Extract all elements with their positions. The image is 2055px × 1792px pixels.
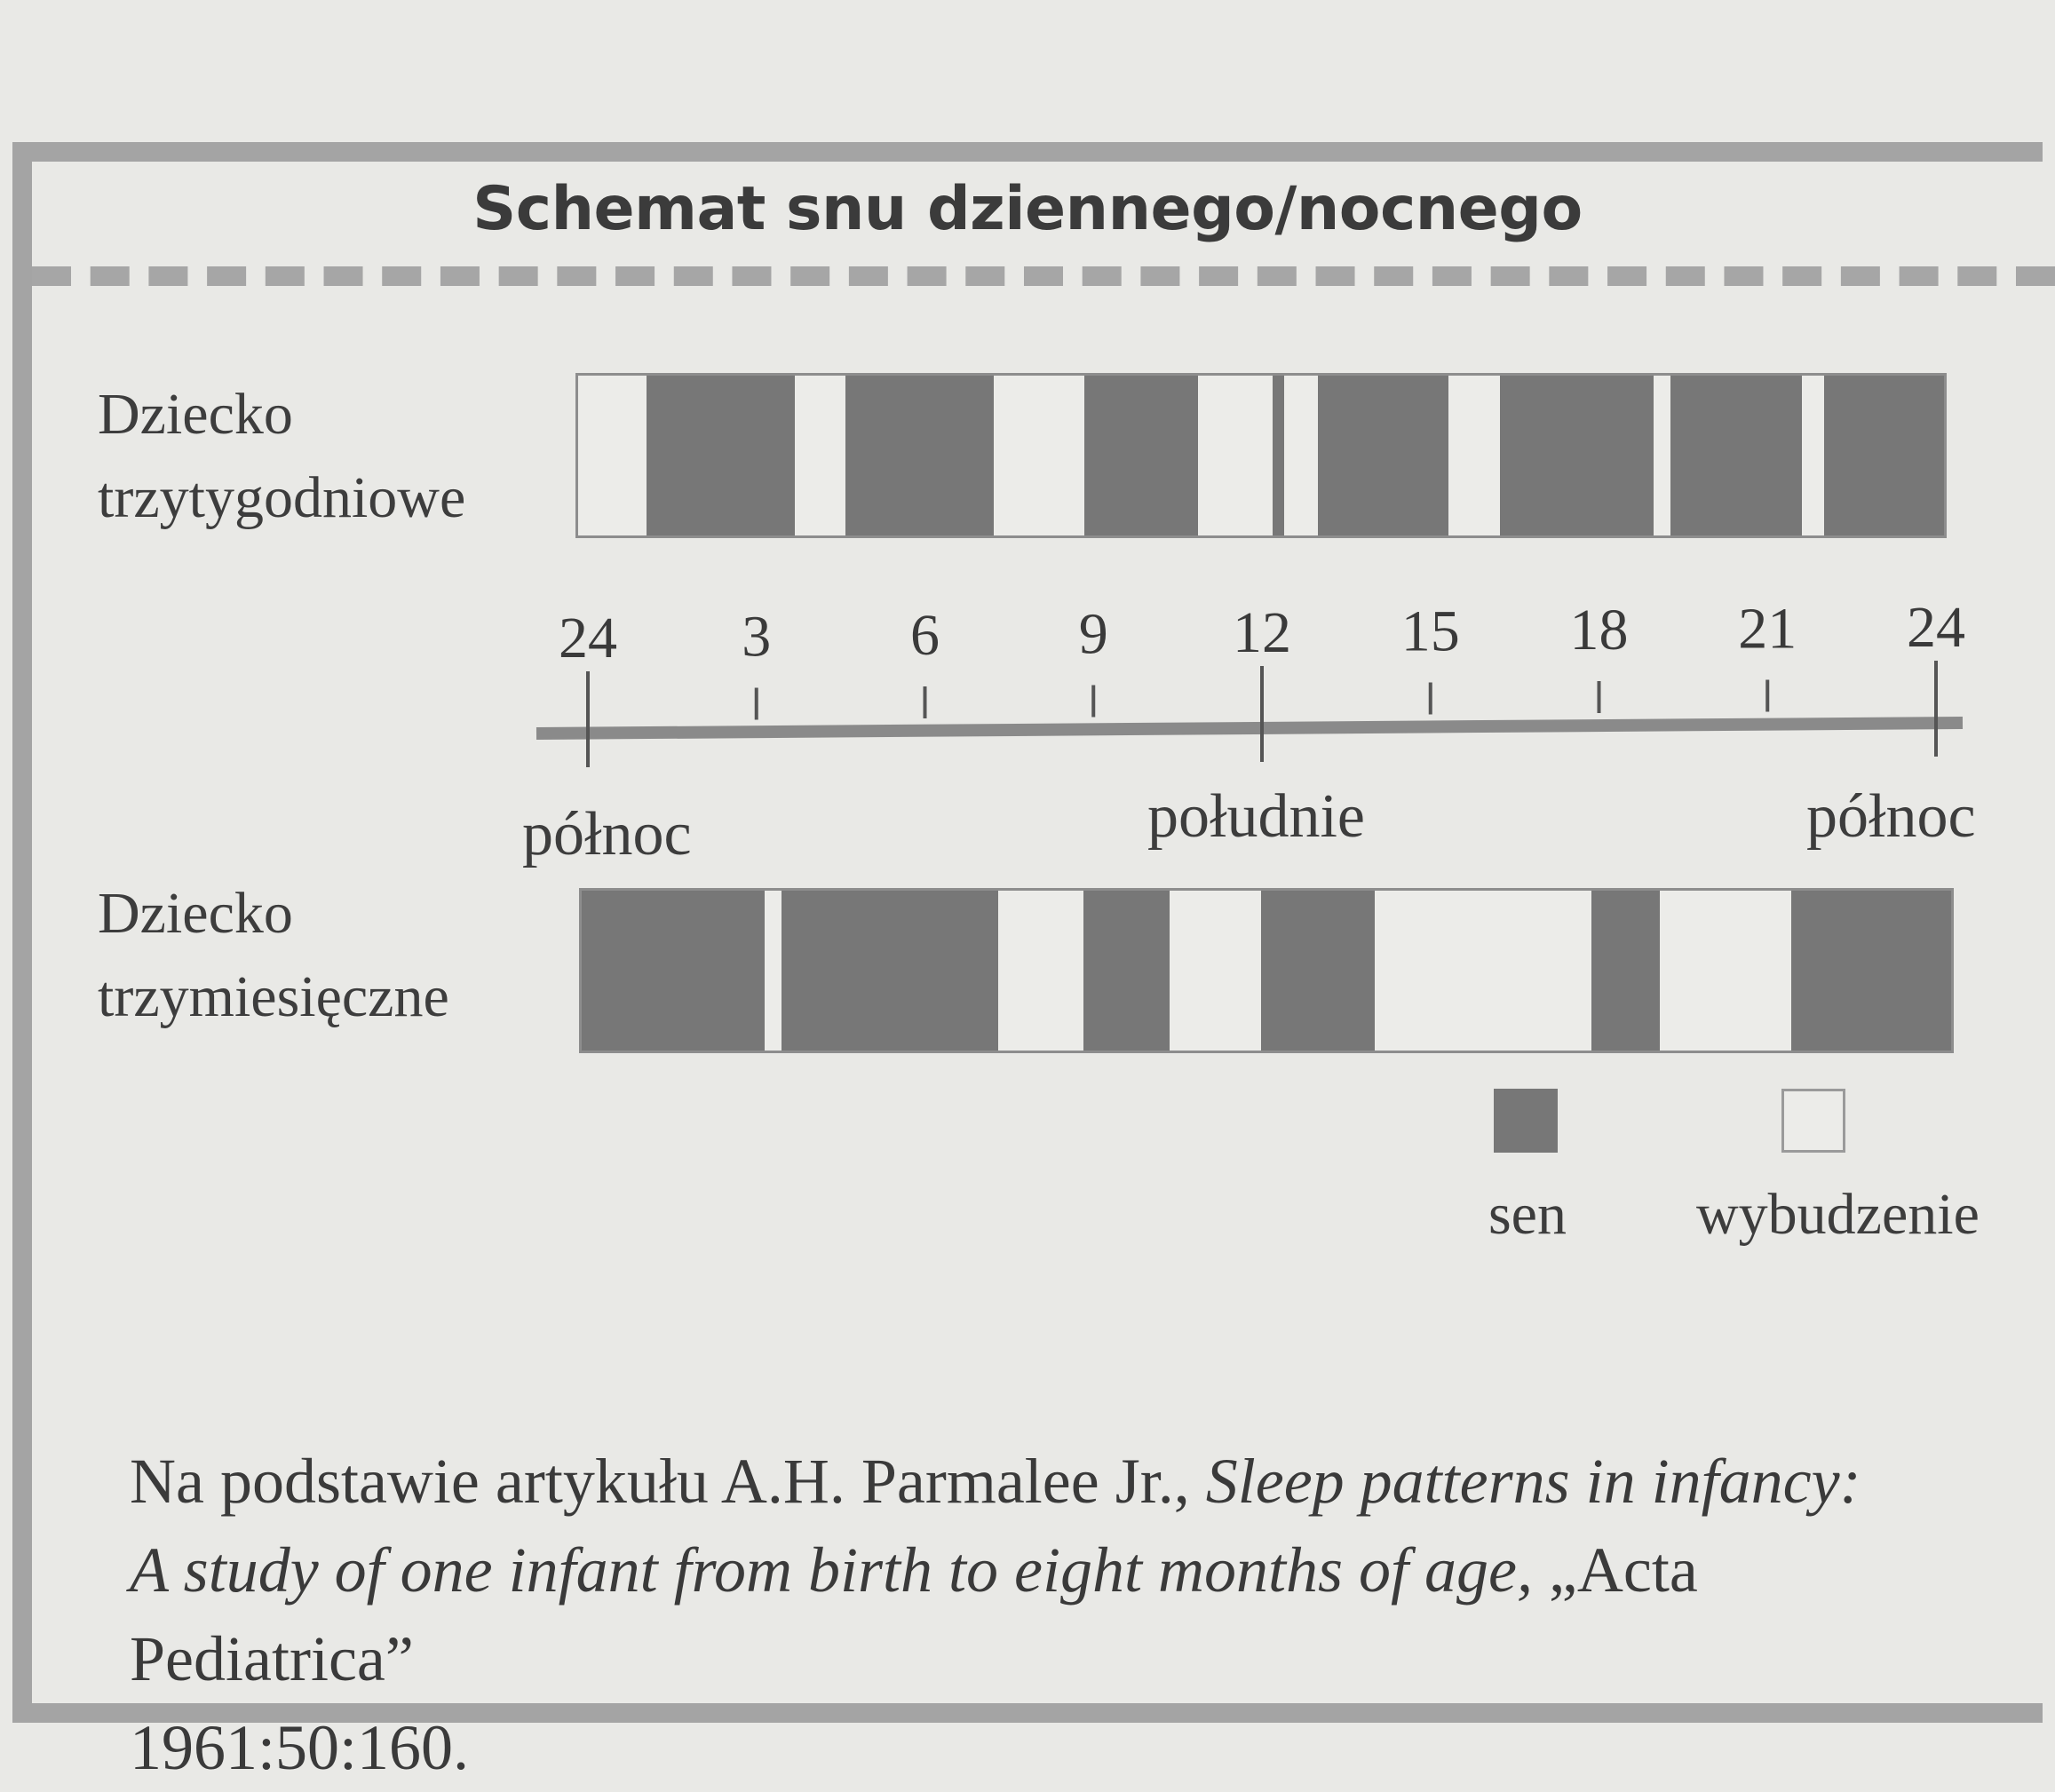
diagram-title: Schemat snu dziennego/nocnego	[472, 174, 1583, 244]
axis-tick-label: 21	[1738, 596, 1797, 662]
noon-label: południe	[1147, 782, 1365, 851]
legend-sleep-label: sen	[1488, 1182, 1567, 1247]
caption-text-1: Na podstawie artykułu A.H. Parmalee Jr.,	[130, 1446, 1206, 1517]
axis-tick-label: 15	[1400, 599, 1460, 664]
midnight-label-right: północ	[1806, 782, 1976, 851]
axis-tick-label: 24	[1907, 595, 1965, 660]
caption-journal: „Acta Pediatrica”	[130, 1534, 1698, 1694]
legend-sleep-swatch	[1494, 1089, 1558, 1153]
axis-tick-label: 9	[1078, 601, 1108, 667]
axis-tick-label: 6	[910, 603, 940, 668]
caption-title-italic-1: Sleep patterns in infancy:	[1205, 1446, 1861, 1517]
axis-tick-label: 12	[1233, 600, 1291, 665]
row2-label-line2: trzymiesięczne	[98, 964, 449, 1029]
caption-reference: 1961:50:160.	[130, 1712, 470, 1783]
axis-tick-label: 24	[559, 606, 617, 670]
legend-awake-swatch	[1781, 1089, 1845, 1153]
sleep-segment	[782, 891, 998, 1051]
row2-label-line1: Dziecko	[98, 881, 293, 946]
sleep-segment	[1591, 891, 1660, 1051]
caption-title-italic-2: A study of one infant from birth to eight months of age,	[130, 1534, 1533, 1606]
sleep-bar-three-months	[579, 888, 1954, 1053]
axis-line	[536, 723, 1963, 733]
source-caption	[130, 1437, 1995, 1792]
sleep-segment	[1261, 891, 1376, 1051]
sleep-segment	[1083, 891, 1169, 1051]
sleep-segment	[1791, 891, 1951, 1051]
row2-label	[98, 872, 449, 1039]
row1-label-line2: trzytygodniowe	[98, 465, 466, 530]
midnight-label-left: północ	[522, 800, 692, 868]
row1-label-line1: Dziecko	[98, 382, 293, 447]
sleep-segment	[582, 891, 765, 1051]
axis-tick-label: 3	[742, 604, 772, 670]
axis-tick-label: 18	[1569, 598, 1629, 662]
legend-awake-label: wybudzenie	[1696, 1182, 1980, 1247]
